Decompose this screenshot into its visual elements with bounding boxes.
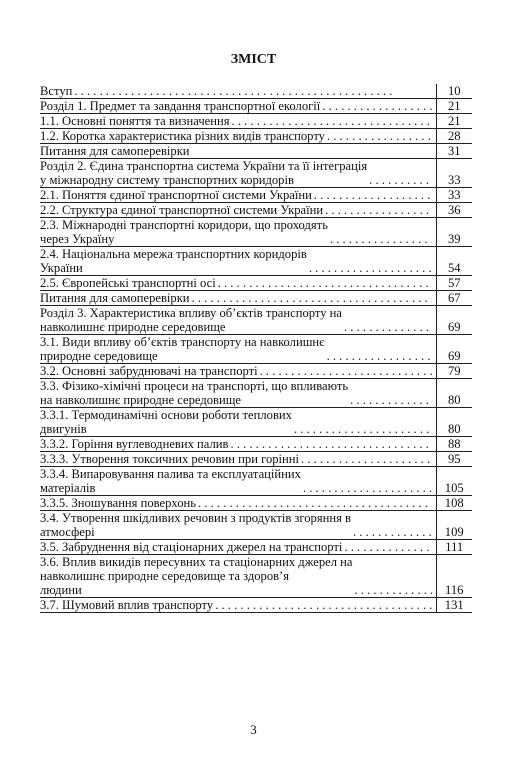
toc-entry-title [40,84,436,99]
toc-entry-title [40,364,436,379]
toc-entry-title [40,306,436,335]
toc-entry-line: природне середовище [40,349,158,363]
toc-entry-title [40,129,436,144]
dot-leader [354,583,431,597]
toc-entry-line: навколишнє природне середовище та здоров’я [40,569,290,583]
toc-heading: ЗМІСТ [230,52,277,67]
dot-leader [344,540,431,554]
toc-entry-page: 10 [436,84,472,99]
dot-leader [327,129,432,143]
toc-entry-page: 31 [436,144,472,159]
toc-entry-line: 3.3.4. Випаровування палива та експлуатаційних [40,467,301,481]
toc-entry [40,159,472,188]
toc-entry-page: 111 [436,540,472,555]
toc-entry-page: 79 [436,364,472,379]
toc-entry-line: 2.3. Міжнародні транспортні коридори, що проходять [40,218,328,232]
toc-entry-page: 54 [436,247,472,276]
dot-leader [74,84,431,98]
dot-leader [350,393,431,407]
toc-entry-line: двигунів [40,422,87,436]
toc-entry-title [40,496,436,511]
dot-leader [327,349,432,363]
toc-entry-title [40,291,436,306]
toc-entry-page: 39 [436,218,472,247]
dot-leader [369,173,431,187]
toc-entry [40,467,472,496]
toc-entry-line: 3.2. Основні забруднювачі на транспорті [40,364,258,378]
toc-entry [40,540,472,555]
toc-entry-page: 88 [436,437,472,452]
toc-entry [40,203,472,218]
dot-leader [198,496,431,510]
toc-entry-line: 3.3.5. Зношування поверхонь [40,496,197,510]
toc-entry-page: 21 [436,114,472,129]
toc-entry-line: 3.4. Утворення шкідливих речовин з продуктів згоряння в [40,511,352,525]
toc-entry [40,218,472,247]
toc-entry-line: у міжнародну систему транспортних коридорів [40,173,294,187]
toc-entry-page: 105 [436,467,472,496]
toc-entry [40,364,472,379]
toc-entry-title [40,511,436,540]
toc-entry-page: 67 [436,291,472,306]
toc-entry [40,555,472,598]
dot-leader [294,422,432,436]
toc-entry-title [40,144,436,159]
dot-leader [218,276,432,290]
toc-entry-line: навколишнє природне середовище [40,320,226,334]
dot-leader [215,598,431,612]
toc-entry [40,84,472,99]
toc-entry-line: Питання для самоперевірки [40,291,190,305]
toc-entry [40,511,472,540]
toc-entry-page: 69 [436,306,472,335]
toc-entry-title [40,335,436,364]
dot-leader [330,232,432,246]
toc-entry-line: 3.5. Забруднення від стаціонарних джерел на транспорті [40,540,343,554]
dot-leader [260,364,432,378]
toc-entry [40,306,472,335]
table-of-contents [40,84,472,613]
toc-entry-line: атмосфері [40,525,95,539]
toc-entry [40,291,472,306]
toc-entry-title [40,408,436,437]
dot-leader [325,203,431,217]
toc-entry [40,335,472,364]
toc-entry-page: 108 [436,496,472,511]
toc-entry-line: Питання для самоперевірки [40,144,190,158]
toc-entry [40,188,472,203]
toc-entry-page: 80 [436,408,472,437]
toc-entry [40,598,472,613]
dot-leader [303,481,432,495]
toc-entry-line: Розділ 2. Єдина транспортна система України та її інтеграція [40,159,368,173]
toc-entry-page: 33 [436,188,472,203]
toc-entry-title [40,203,436,218]
toc-entry-line: людини [40,583,82,597]
toc-entry [40,496,472,511]
toc-entry [40,99,472,114]
toc-entry-title [40,540,436,555]
toc-entry [40,437,472,452]
toc-entry-page: 33 [436,159,472,188]
toc-entry-line: 3.3.2. Горіння вуглеводневих палив [40,437,229,451]
toc-entry-page: 131 [436,598,472,613]
toc-entry-page: 80 [436,379,472,408]
toc-entry-title [40,99,436,114]
toc-entry-line: України [40,261,83,275]
dot-leader [322,99,431,113]
toc-entry-page: 21 [436,99,472,114]
toc-entry [40,452,472,467]
toc-entry-page: 109 [436,511,472,540]
toc-entry-title [40,218,436,247]
page-number: 3 [250,722,257,737]
toc-entry-line: матеріалів [40,481,96,495]
toc-entry-line: 3.1. Види впливу об’єктів транспорту на навколишнє [40,335,325,349]
dot-leader [230,437,431,451]
toc-entry-page: 69 [436,335,472,364]
toc-entry-line: 3.7. Шумовий вплив транспорту [40,598,214,612]
toc-entry-page: 116 [436,555,472,598]
toc-entry-title [40,467,436,496]
toc-entry-title [40,598,436,613]
toc-entry-title [40,379,436,408]
toc-entry-title [40,247,436,276]
toc-entry-line: на навколишнє природне середовище [40,393,242,407]
toc-entry [40,114,472,129]
toc-entry-line: 1.2. Коротка характеристика різних видів транспорту [40,129,325,143]
toc-entry-page: 28 [436,129,472,144]
toc-entry-line: 1.1. Основні поняття та визначення [40,114,230,128]
toc-entry-line: 2.5. Європейські транспортні осі [40,276,216,290]
toc-entry [40,129,472,144]
toc-entry-line: 3.3. Фізико-хімічні процеси на транспорті, що впливають [40,379,349,393]
toc-entry [40,408,472,437]
toc-entry-title [40,188,436,203]
toc-entry [40,144,472,159]
toc-entry-title [40,437,436,452]
toc-entry [40,276,472,291]
dot-leader [232,114,432,128]
toc-entry-title [40,555,436,598]
toc-entry [40,247,472,276]
dot-leader [301,452,431,466]
toc-entry-title [40,276,436,291]
dot-leader [344,320,432,334]
dot-leader [309,261,432,275]
toc-entry-line: 3.6. Вплив викидів пересувних та стаціонарних джерел на [40,555,353,569]
toc-entry-page: 57 [436,276,472,291]
toc-entry-page: 36 [436,203,472,218]
toc-entry-line: Розділ 1. Предмет та завдання транспортної екології [40,99,321,113]
toc-entry-title [40,114,436,129]
toc-entry-line: Вступ [40,84,73,98]
toc-entry-line: через Україну [40,232,115,246]
toc-entry-page: 95 [436,452,472,467]
dot-leader [353,525,431,539]
toc-entry-line: 2.4. Національна мережа транспортних коридорів [40,247,307,261]
toc-entry-line: 2.1. Поняття єдиної транспортної системи України [40,188,312,202]
toc-entry-line: 3.3.1. Термодинамічні основи роботи теплових [40,408,292,422]
toc-entry-title [40,452,436,467]
toc-entry-line: 3.3.3. Утворення токсичних речовин при горінні [40,452,300,466]
dot-leader [192,291,432,305]
toc-entry-title [40,159,436,188]
toc-entry-line: 2.2. Структура єдиної транспортної системи України [40,203,324,217]
toc-entry-line: Розділ 3. Характеристика впливу об’єктів транспорту на [40,306,342,320]
dot-leader [314,188,432,202]
toc-entry [40,379,472,408]
